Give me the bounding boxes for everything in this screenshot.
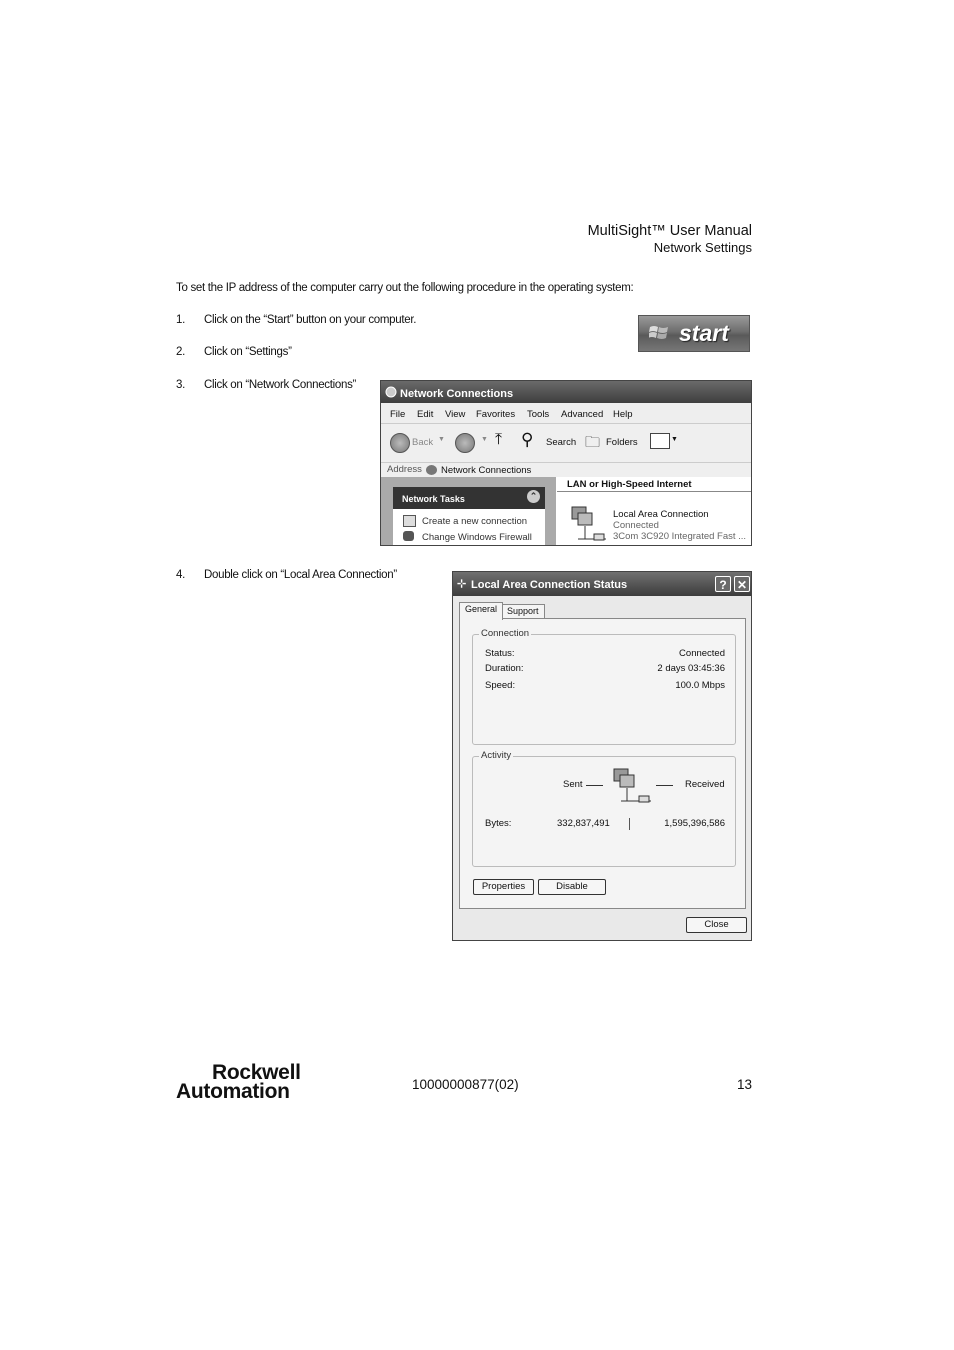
bytes-received: 1,595,396,586 [664, 818, 725, 829]
tab-general[interactable]: General [459, 602, 503, 620]
step-3 [176, 379, 376, 393]
address-label: Address [387, 464, 422, 475]
local-connection-icon[interactable] [568, 503, 608, 545]
connection-device: 3Com 3C920 Integrated Fast ... [613, 531, 747, 542]
toolbar [381, 424, 751, 463]
network-plug-icon: ⊹ [457, 578, 467, 590]
search-icon[interactable]: ⚲ [521, 430, 534, 449]
windows-flag-icon [649, 324, 669, 342]
menu-view[interactable]: View [445, 409, 466, 420]
step-2 [176, 346, 476, 360]
network-icon [385, 386, 397, 398]
help-button[interactable]: ? [715, 576, 731, 592]
address-value[interactable]: Network Connections [441, 465, 532, 476]
activity-group-label: Activity [481, 750, 512, 761]
menu-bar [381, 403, 751, 424]
forward-arrow-icon[interactable] [455, 433, 475, 453]
dropdown-arrow-icon[interactable]: ▼ [671, 436, 678, 443]
bytes-label: Bytes: [485, 818, 512, 829]
task-change-firewall[interactable]: Change Windows Firewall [422, 532, 532, 543]
intro-paragraph: To set the IP address of the computer carry out the following procedure in the operating system: [176, 282, 634, 294]
window-titlebar [381, 381, 751, 403]
network-tasks-box [393, 487, 545, 546]
views-icon[interactable] [650, 433, 670, 449]
page-number: 13 [736, 1077, 752, 1092]
network-tasks-heading: Network Tasks [402, 494, 465, 504]
step-1 [176, 314, 476, 328]
menu-edit[interactable]: Edit [417, 409, 434, 420]
received-label: Received [685, 779, 725, 790]
back-arrow-icon[interactable] [390, 433, 410, 453]
sent-line [586, 785, 603, 786]
folders-icon[interactable]: 🗀 [585, 434, 601, 451]
step-text: Double click on “Local Area Connection” [204, 569, 397, 581]
sent-label: Sent [563, 779, 583, 790]
step-text: Click on “Network Connections” [204, 379, 357, 391]
dropdown-arrow-icon[interactable]: ▼ [438, 436, 445, 443]
step-number: 3. [176, 379, 185, 391]
step-text: Click on the “Start” button on your computer. [204, 314, 417, 326]
computers-activity-icon [611, 765, 653, 807]
menu-favorites[interactable]: Favorites [476, 409, 516, 420]
received-line [656, 785, 673, 786]
firewall-icon [403, 531, 414, 541]
step-number: 1. [176, 314, 185, 326]
logo-line-2: Automation [176, 1080, 290, 1103]
step-number: 4. [176, 569, 185, 581]
close-button[interactable]: Close [686, 917, 747, 933]
bytes-separator [629, 818, 630, 830]
activity-group [472, 750, 736, 867]
duration-value: 2 days 03:45:36 [657, 663, 725, 674]
speed-value: 100.0 Mbps [675, 680, 725, 691]
address-bar [381, 463, 751, 477]
properties-button[interactable]: Properties [473, 879, 534, 895]
general-panel [459, 618, 746, 909]
status-value: Connected [679, 648, 725, 659]
network-globe-icon [426, 465, 437, 475]
dialog-titlebar [453, 572, 751, 596]
bytes-sent: 332,837,491 [557, 818, 610, 829]
connection-group [472, 628, 736, 745]
step-number: 2. [176, 346, 185, 358]
connection-group-label: Connection [481, 628, 530, 639]
search-label[interactable]: Search [546, 437, 577, 448]
connection-status: Connected [613, 520, 659, 531]
up-folder-icon[interactable]: ⤒ [495, 431, 503, 448]
lan-section-heading: LAN or High-Speed Internet [567, 479, 692, 490]
duration-label: Duration: [485, 663, 524, 674]
folders-label[interactable]: Folders [606, 437, 638, 448]
divider [557, 491, 752, 492]
menu-tools[interactable]: Tools [527, 409, 550, 420]
dropdown-arrow-icon[interactable]: ▼ [481, 436, 488, 443]
logo-line-1: Rockwell [212, 1061, 301, 1084]
connection-status-dialog [452, 571, 752, 941]
task-create-connection[interactable]: Create a new connection [422, 516, 528, 527]
status-label: Status: [485, 648, 515, 659]
connection-name[interactable]: Local Area Connection [613, 509, 709, 520]
manual-title: MultiSight™ User Manual [587, 223, 752, 239]
start-label: start [679, 320, 729, 346]
disable-button[interactable]: Disable [538, 879, 606, 895]
network-connections-window [380, 380, 752, 546]
menu-help[interactable]: Help [613, 409, 633, 420]
task-pane [381, 477, 556, 546]
dialog-title: Local Area Connection Status [471, 579, 628, 591]
section-title: Network Settings [653, 240, 752, 255]
network-tasks-header[interactable] [393, 487, 545, 509]
close-window-button[interactable]: ✕ [734, 576, 750, 592]
menu-file[interactable]: File [390, 409, 406, 420]
start-button-image [638, 315, 750, 352]
step-text: Click on “Settings” [204, 346, 292, 358]
speed-label: Speed: [485, 680, 516, 691]
document-number: 10000000877(02) [412, 1077, 519, 1092]
back-label[interactable]: Back [412, 437, 434, 448]
rockwell-automation-logo [176, 1063, 301, 1101]
window-title: Network Connections [400, 388, 514, 400]
step-4 [176, 569, 436, 583]
new-connection-icon [403, 515, 416, 527]
menu-advanced[interactable]: Advanced [561, 409, 604, 420]
collapse-icon[interactable]: ⌃ [527, 490, 540, 503]
tab-support[interactable]: Support [501, 604, 545, 619]
